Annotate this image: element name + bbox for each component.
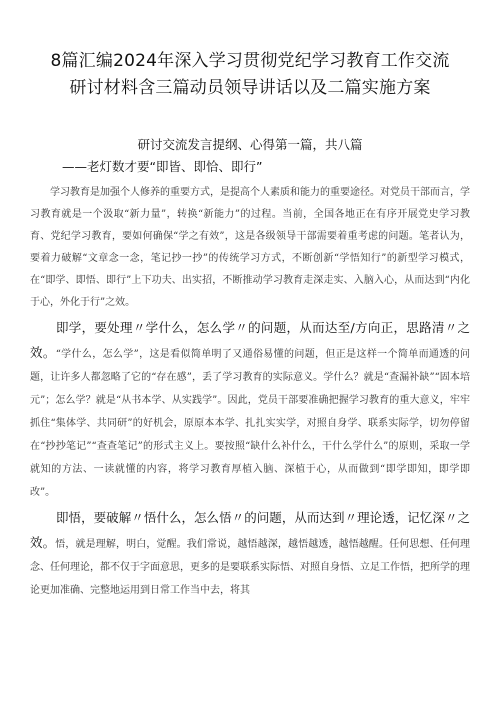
paragraph-jiwu-lead: 即悟，要破解〃悟什么，怎么悟〃的问题，从而达到〃理论透，记忆深〃之效。 [30,510,470,550]
section-subtitle: ——老灯数才要“即皆、即恰、即行” [62,159,263,174]
document-title [30,48,470,102]
section-title: 研讨交流发言提纲、心得第一篇，共八篇 [137,137,363,152]
intro-paragraph: 学习教育是加强个人修养的重要方式，是提高个人素质和能力的重要途径。对党员干部而言，学习教育就是一个汲取“新力量”，转换“新能力”的过程。当前，全国各地正在有序开展党史学习教育、党纪学习教育，要如何确保“学之有效”，这是各级领导干部需要着重考虑的问题。笔者认为，要着力破解“文章念一念，笔记抄一抄”的传统学习方式，不断创新“学悟知行”的新型学习模式，在“即学、即悟、即行”上下功夫、出实招，不断推动学习教育走深走实、入脑入心，从而达到“内化于心，外化于行”之效。 [30,187,470,308]
document-title-line1: 8篇汇编2024年深入学习贯彻党纪学习教育工作交流 [50,51,450,71]
document-title-line2: 研讨材料含三篇动员领导讲话以及二篇实施方案 [69,78,431,98]
paragraph-jiwu-body: 悟，就是理解，明白，觉醒。我们常说，越悟越深，越悟越透，越悟越醒。任何思想、任何理念、任何理论，都不仅于字面意思，更多的是要联系实际悟、对照自身悟、立足工作悟，把所学的理论更加准确、完整地运用到日常工作当中去，将其 [30,539,470,596]
paragraph-jixue [30,316,470,504]
paragraph-jiwu [30,506,470,602]
paragraph-jixue-body: “学什么，怎么学”，这是看似简单明了又通俗易懂的问题，但正是这样一个简单而通透的问题，让许多人都忽略了它的“存在感”，丢了学习教育的实际意义。学什么？就是“查漏补缺”“固本培元”；怎么学？就是“从书本学、从实践学”。因此，党员干部要准确把握学习教育的重大意义，牢牢抓住“集体学、共同研”的好机会，原原本本学、扎扎实实学，对照自身学、联系实际学，切勿停留在“抄抄笔记”“查查笔记”的形式主义上。要按照“缺什么补什么，干什么学什么”的原则，采取一学就知的方法、一读就懂的内容，将学习教育厚植入脑、深植于心，从而做到“即学即知，即学即改”。 [30,349,470,498]
paragraph-jixue-lead: 即学，要处理〃学什么，怎么学〃的问题，从而达至/方向正，思路清〃之效。 [30,320,470,360]
